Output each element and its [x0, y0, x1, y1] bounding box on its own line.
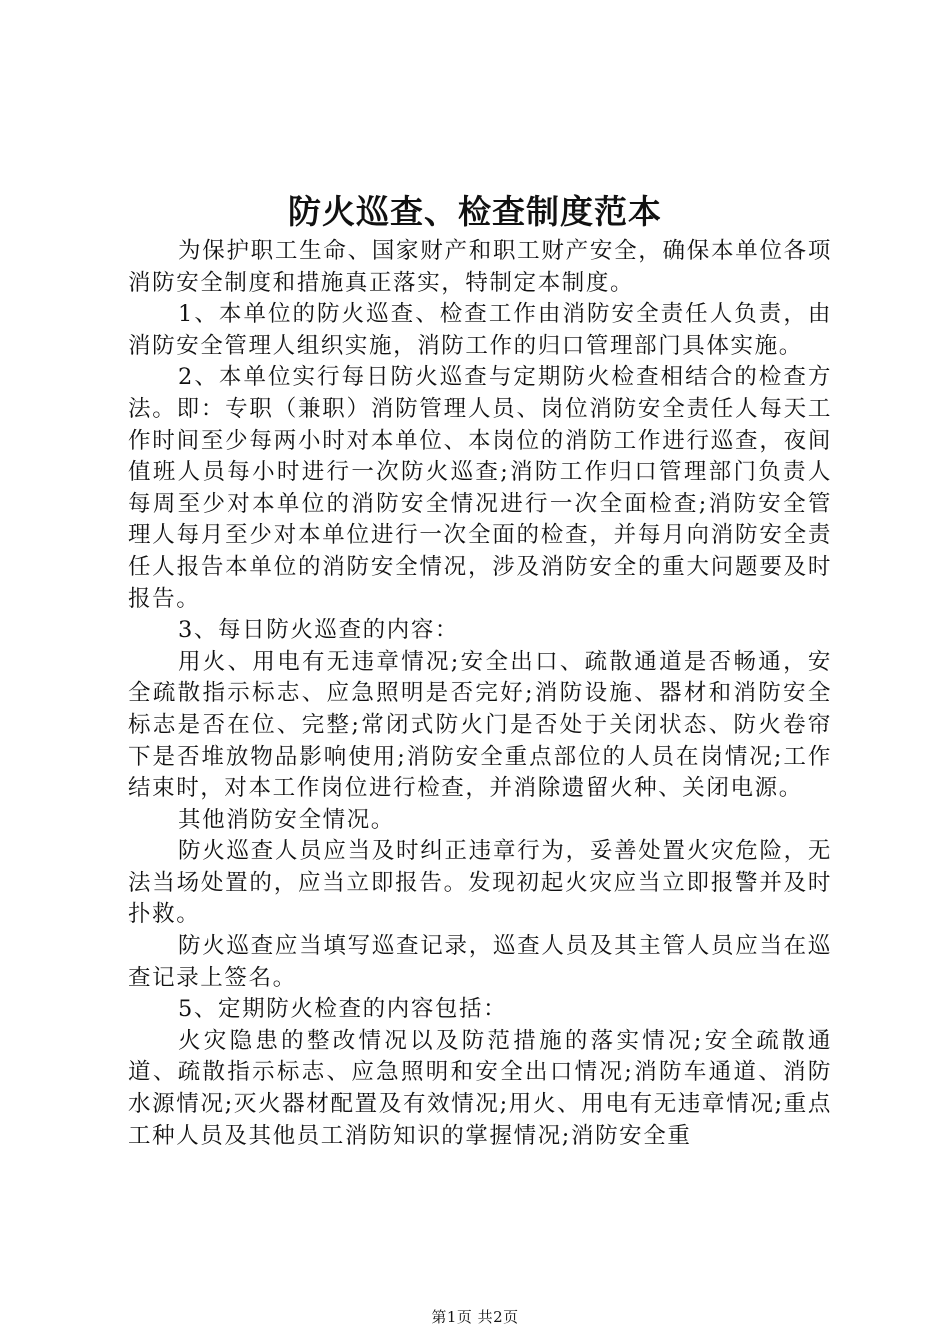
paragraph-inspector-duty: 防火巡查人员应当及时纠正违章行为，妥善处置火灾危险，无法当场处置的，应当立即报告。发现初起火灾应当立即报警并及时扑救。: [128, 838, 832, 928]
paragraph-other-safety: 其他消防安全情况。: [178, 806, 395, 833]
page-number-footer: 第1页 共2页: [431, 1308, 519, 1326]
paragraph-inspection-record: 防火巡查应当填写巡查记录，巡查人员及其主管人员应当在巡查记录上签名。: [128, 933, 832, 991]
document-title: 防火巡查、检查制度范本: [288, 192, 662, 231]
paragraph-item-5-heading: 5、定期防火检查的内容包括：: [178, 996, 508, 1023]
paragraph-daily-inspection-content: 用火、用电有无违章情况;安全出口、疏散通道是否畅通，安全疏散指示标志、应急照明是否完好;消防设施、器材和消防安全标志是否在位、完整;常闭式防火门是否处于关闭状态、防火卷帘下是否堆放物品影响使用;消防安全重点部位的人员在岗情况;工作结束时，对本工作岗位进行检查，并消除遗留火种、关闭电源。: [128, 648, 832, 802]
paragraph-periodic-inspection-content: 火灾隐患的整改情况以及防范措施的落实情况;安全疏散通道、疏散指示标志、应急照明和安全出口情况;消防车通道、消防水源情况;灭火器材配置及有效情况;用火、用电有无违章情况;重点工种人员及其他员工消防知识的掌握情况;消防安全重: [128, 1027, 832, 1149]
document-body: [128, 236, 832, 1152]
paragraph-item-3-heading: 3、每日防火巡查的内容：: [178, 617, 460, 644]
paragraph-intro: 为保护职工生命、国家财产和职工财产安全，确保本单位各项消防安全制度和措施真正落实，特制定本制度。: [128, 238, 832, 296]
paragraph-item-2: 2、本单位实行每日防火巡查与定期防火检查相结合的检查方法。即：专职（兼职）消防管理人员、岗位消防安全责任人每天工作时间至少每两小时对本单位、本岗位的消防工作进行巡查，夜间值班人员每小时进行一次防火巡查;消防工作归口管理部门负责人每周至少对本单位的消防安全情况进行一次全面检查;消防安全管理人每月至少对本单位进行一次全面的检查，并每月向消防安全责任人报告本单位的消防安全情况，涉及消防安全的重大问题要及时报告。: [128, 364, 832, 612]
paragraph-item-1: 1、本单位的防火巡查、检查工作由消防安全责任人负责，由消防安全管理人组织实施，消防工作的归口管理部门具体实施。: [128, 301, 832, 359]
